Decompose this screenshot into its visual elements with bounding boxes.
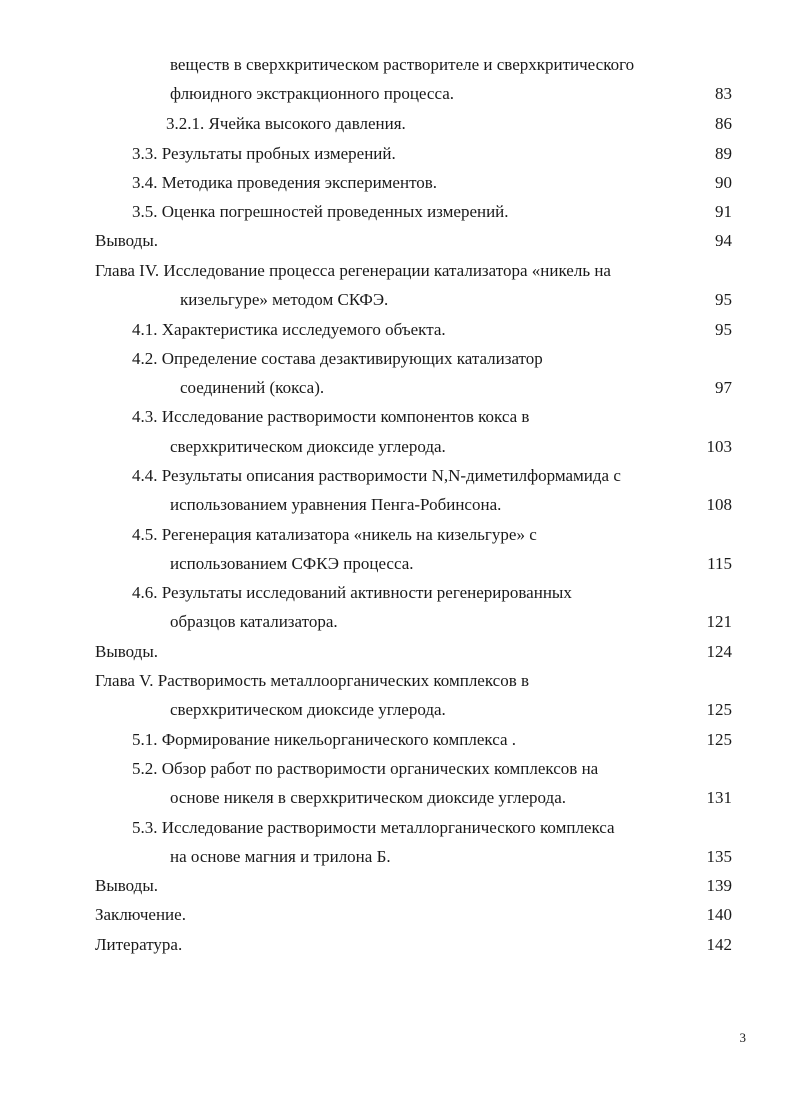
toc-line-15: 4.4. Результаты описания растворимости N,N-диметилформамида с	[132, 466, 621, 485]
toc-line-10: 4.1. Характеристика исследуемого объекта.	[132, 320, 446, 339]
toc-line-18: использованием СФКЭ процесса.	[170, 554, 414, 573]
toc-page-29: 139	[706, 876, 732, 895]
toc-line-30: Заключение.	[95, 905, 186, 924]
toc-line-13: 4.3. Исследование растворимости компонентов кокса в	[132, 407, 530, 426]
toc-page-26: 131	[706, 788, 732, 807]
toc-line-14: сверхкритическом диоксиде углерода.	[170, 437, 446, 456]
toc-line-19: 4.6. Результаты исследований активности регенерированных	[132, 583, 572, 602]
toc-line-2: флюидного экстракционного процесса.	[170, 84, 454, 103]
toc-line-17: 4.5. Регенерация катализатора «никель на кизельгуре» с	[132, 525, 537, 544]
toc-page-28: 135	[706, 847, 732, 866]
toc-page-7: 94	[715, 231, 732, 250]
toc-line-21: Выводы.	[95, 642, 159, 661]
toc-line-29: Выводы.	[95, 876, 159, 895]
toc-page-24: 125	[706, 730, 732, 749]
toc-line-9: кизельгуре» методом СКФЭ.	[180, 290, 389, 309]
toc-page-23: 125	[706, 700, 732, 719]
toc-line-3: 3.2.1. Ячейка высокого давления.	[166, 114, 406, 133]
toc-line-28: на основе магния и трилона Б.	[170, 847, 391, 866]
toc-page-4: 89	[715, 144, 732, 163]
toc-page-6: 91	[715, 202, 732, 221]
toc-line-27: 5.3. Исследование растворимости металлорганического комплекса	[132, 818, 615, 837]
toc-page-9: 95	[715, 290, 732, 309]
page-number: 3	[739, 1030, 746, 1045]
toc-line-4: 3.3. Результаты пробных измерений.	[132, 144, 396, 163]
toc-page-3: 86	[715, 114, 732, 133]
toc-line-25: 5.2. Обзор работ по растворимости органических комплексов на	[132, 759, 599, 778]
toc-line-8: Глава IV. Исследование процесса регенерации катализатора «никель на	[95, 261, 611, 280]
toc-page-30: 140	[706, 905, 732, 924]
toc-line-11: 4.2. Определение состава дезактивирующих катализатор	[132, 349, 543, 368]
toc-line-23: сверхкритическом диоксиде углерода.	[170, 700, 446, 719]
toc-line-31: Литература.	[95, 935, 183, 954]
toc-line-22: Глава V. Растворимость металлоорганических комплексов в	[95, 671, 530, 690]
toc-page-31: 142	[706, 935, 732, 954]
toc-page-10: 95	[715, 320, 732, 339]
toc-line-20: образцов катализатора.	[170, 612, 338, 631]
toc-page-5: 90	[715, 173, 732, 192]
toc-line-12: соединений (кокса).	[180, 378, 325, 397]
toc-page-2: 83	[715, 84, 732, 103]
toc-page-20: 121	[706, 612, 732, 631]
toc-line-6: 3.5. Оценка погрешностей проведенных измерений.	[132, 202, 509, 221]
toc-page-21: 124	[706, 642, 732, 661]
toc-line-7: Выводы.	[95, 231, 159, 250]
toc-page-14: 103	[706, 437, 732, 456]
toc-line-1: веществ в сверхкритическом растворителе и сверхкритического	[170, 55, 635, 74]
toc-line-16: использованием уравнения Пенга-Робинсона.	[170, 495, 502, 514]
toc-page-12: 97	[715, 378, 732, 397]
toc-line-24: 5.1. Формирование никельорганического комплекса .	[132, 730, 516, 749]
toc-page-18: 115	[707, 554, 732, 573]
toc-line-5: 3.4. Методика проведения экспериментов.	[132, 173, 438, 192]
toc-line-26: основе никеля в сверхкритическом диоксиде углерода.	[170, 788, 567, 807]
toc-page-16: 108	[706, 495, 732, 514]
